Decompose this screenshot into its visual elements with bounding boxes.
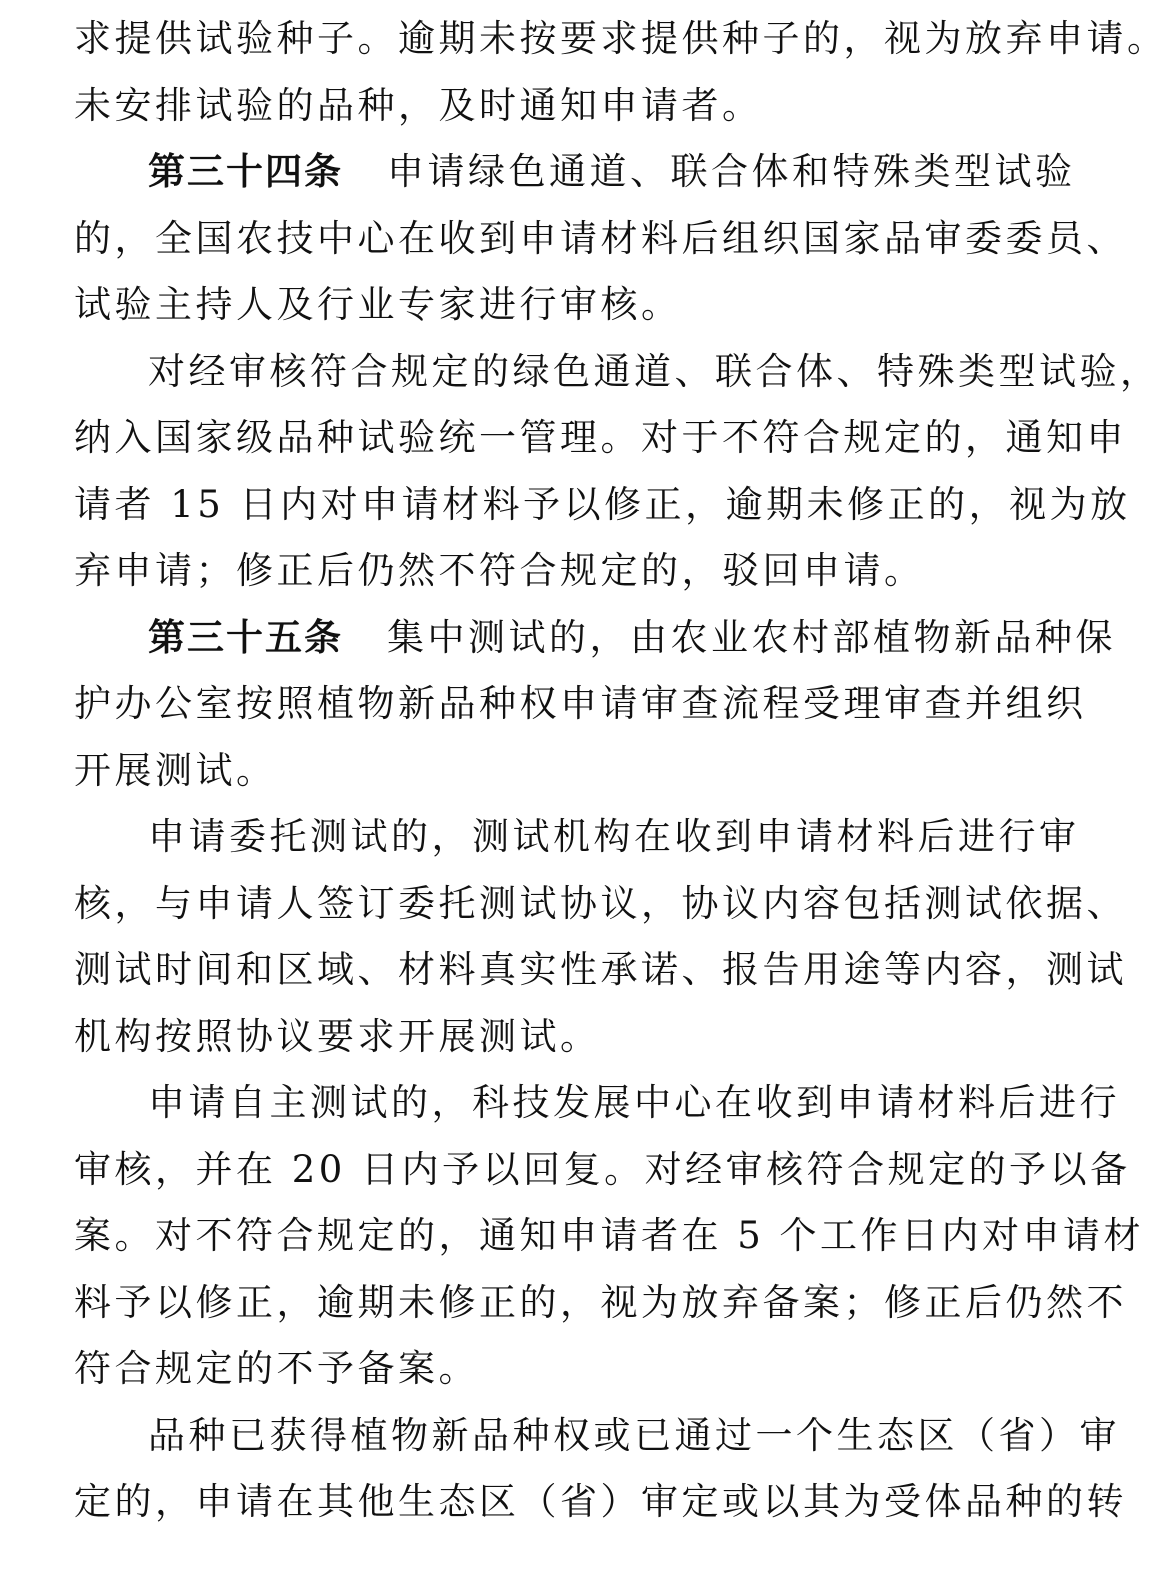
text-line: 品种已获得植物新品种权或已通过一个生态区（省）审 — [148, 1413, 1120, 1457]
text-line: 开展测试。 — [74, 748, 277, 792]
text-line: 测试时间和区域、材料真实性承诺、报告用途等内容，测试 — [74, 948, 1127, 991]
text-line: 请者 15 日内对申请材料予以修正，逾期未修正的，视为放 — [74, 482, 1131, 526]
text-line: 定的，申请在其他生态区（省）审定或以其为受体品种的转 — [74, 1480, 1127, 1523]
text-line: 纳入国家级品种试验统一管理。对于不符合规定的，通知申 — [74, 416, 1127, 459]
article-34-heading: 第三十四条 — [148, 150, 343, 193]
text-line: 申请自主测试的，科技发展中心在收到申请材料后进行 — [148, 1081, 1120, 1124]
article-35-text: 集中测试的，由农业农村部植物新品种保 — [387, 615, 1116, 659]
text-line: 符合规定的不予备案。 — [74, 1347, 479, 1390]
text-line: 弃申请；修正后仍然不符合规定的，驳回申请。 — [74, 549, 925, 592]
text-line: 申请委托测试的，测试机构在收到申请材料后进行审 — [148, 815, 1080, 858]
text-line: 核，与申请人签订委托测试协议，协议内容包括测试依据、 — [74, 881, 1127, 925]
article-35-heading: 第三十五条 — [148, 615, 343, 659]
article-34-text: 申请绿色通道、联合体和特殊类型试验 — [387, 150, 1076, 193]
article-35-paragraph — [74, 605, 1116, 672]
text-line: 求提供试验种子。逾期未按要求提供种子的，视为放弃申请。 — [74, 17, 1168, 60]
text-line: 料予以修正，逾期未修正的，视为放弃备案；修正后仍然不 — [74, 1280, 1127, 1324]
text-line: 护办公室按照植物新品种权申请审查流程受理审查并组织 — [74, 682, 1087, 725]
article-34-paragraph — [74, 139, 1076, 206]
text-line: 试验主持人及行业专家进行审核。 — [74, 283, 682, 326]
text-line: 审核，并在 20 日内予以回复。对经审核符合规定的予以备 — [74, 1147, 1131, 1191]
text-line: 的，全国农技中心在收到申请材料后组织国家品审委委员、 — [74, 216, 1127, 260]
text-line: 案。对不符合规定的，通知申请者在 5 个工作日内对申请材 — [74, 1214, 1145, 1257]
text-line: 未安排试验的品种，及时通知申请者。 — [74, 83, 763, 127]
text-line: 机构按照协议要求开展测试。 — [74, 1014, 601, 1058]
text-line: 对经审核符合规定的绿色通道、联合体、特殊类型试验， — [148, 349, 1161, 393]
